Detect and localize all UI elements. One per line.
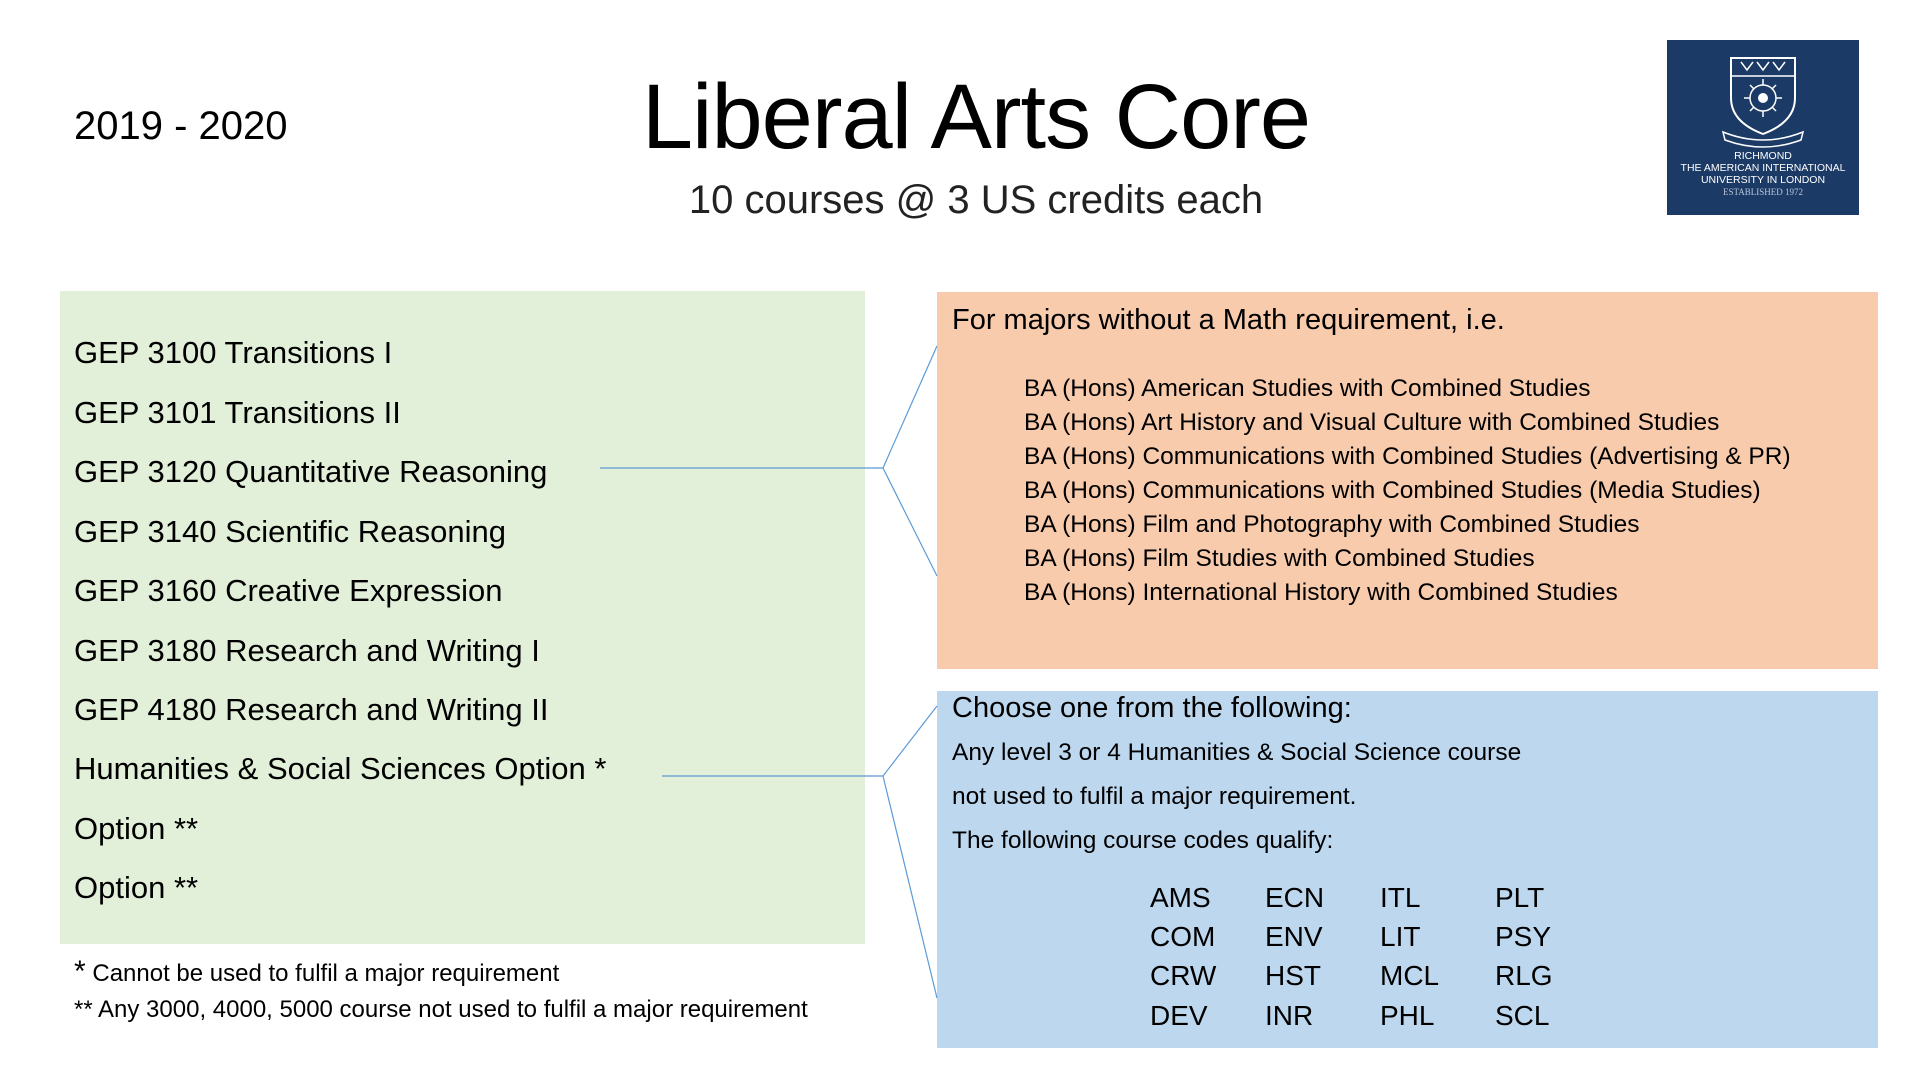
course-item: Humanities & Social Sciences Option *	[74, 751, 607, 786]
course-item: GEP 3101 Transitions II	[74, 395, 401, 430]
degree-item: BA (Hons) Film Studies with Combined Studies	[1024, 545, 1535, 572]
degree-item: BA (Hons) American Studies with Combined Studies	[1024, 375, 1591, 402]
course-item: Option **	[74, 811, 199, 846]
course-code: PLT	[1495, 882, 1545, 913]
logo-line2: THE AMERICAN INTERNATIONAL	[1680, 162, 1846, 174]
degree-item: BA (Hons) Communications with Combined Studies (Media Studies)	[1024, 477, 1761, 504]
course-code: INR	[1265, 1000, 1314, 1031]
option-qualify-line: The following course codes qualify:	[952, 827, 1334, 854]
math-exemption-heading: For majors without a Math requirement, i.e.	[952, 304, 1505, 336]
course-item: GEP 4180 Research and Writing II	[74, 692, 549, 727]
course-item: GEP 3140 Scientific Reasoning	[74, 514, 506, 549]
course-code: ECN	[1265, 882, 1325, 913]
course-code: DEV	[1150, 1000, 1208, 1031]
footnote-single: * Cannot be used to fulfil a major requirement	[74, 955, 560, 988]
footnote-double: ** Any 3000, 4000, 5000 course not used to fulfil a major requirement	[74, 996, 808, 1023]
course-item: Option **	[74, 870, 199, 905]
option-description-line: not used to fulfil a major requirement.	[952, 783, 1357, 810]
logo-name: RICHMOND	[1734, 150, 1792, 162]
course-item: GEP 3160 Creative Expression	[74, 573, 503, 608]
course-code: HST	[1265, 960, 1321, 991]
course-code: PSY	[1495, 921, 1552, 952]
course-item: GEP 3180 Research and Writing I	[74, 633, 540, 668]
logo-line3: UNIVERSITY IN LONDON	[1700, 174, 1826, 186]
degree-item: BA (Hons) Art History and Visual Culture with Combined Studies	[1024, 409, 1720, 436]
course-code: CRW	[1150, 960, 1217, 991]
degree-item: BA (Hons) Communications with Combined Studies (Advertising & PR)	[1024, 443, 1791, 470]
humanities-option-heading: Choose one from the following:	[952, 692, 1352, 724]
course-code: LIT	[1380, 921, 1421, 952]
course-item: GEP 3120 Quantitative Reasoning	[74, 454, 548, 489]
course-code: ITL	[1380, 882, 1421, 913]
connector-option-upper	[883, 706, 937, 776]
logo-established: ESTABLISHED 1972	[1722, 187, 1804, 197]
degree-item: BA (Hons) Film and Photography with Combined Studies	[1024, 511, 1640, 538]
academic-year: 2019 - 2020	[74, 104, 288, 148]
connector-math-upper	[883, 346, 937, 468]
connector-option-lower	[883, 776, 937, 998]
course-code: RLG	[1495, 960, 1553, 991]
course-code: MCL	[1380, 960, 1440, 991]
course-item: GEP 3100 Transitions I	[74, 335, 393, 370]
course-code: AMS	[1150, 882, 1211, 913]
degree-item: BA (Hons) International History with Combined Studies	[1024, 579, 1618, 606]
option-description-line: Any level 3 or 4 Humanities & Social Science course	[952, 739, 1522, 766]
course-code: PHL	[1380, 1000, 1435, 1031]
page-subtitle: 10 courses @ 3 US credits each	[688, 178, 1264, 222]
page-title: Liberal Arts Core	[641, 66, 1311, 168]
course-code: ENV	[1265, 921, 1323, 952]
connector-math-lower	[883, 468, 937, 576]
course-code: COM	[1150, 921, 1216, 952]
course-code: SCL	[1495, 1000, 1550, 1031]
